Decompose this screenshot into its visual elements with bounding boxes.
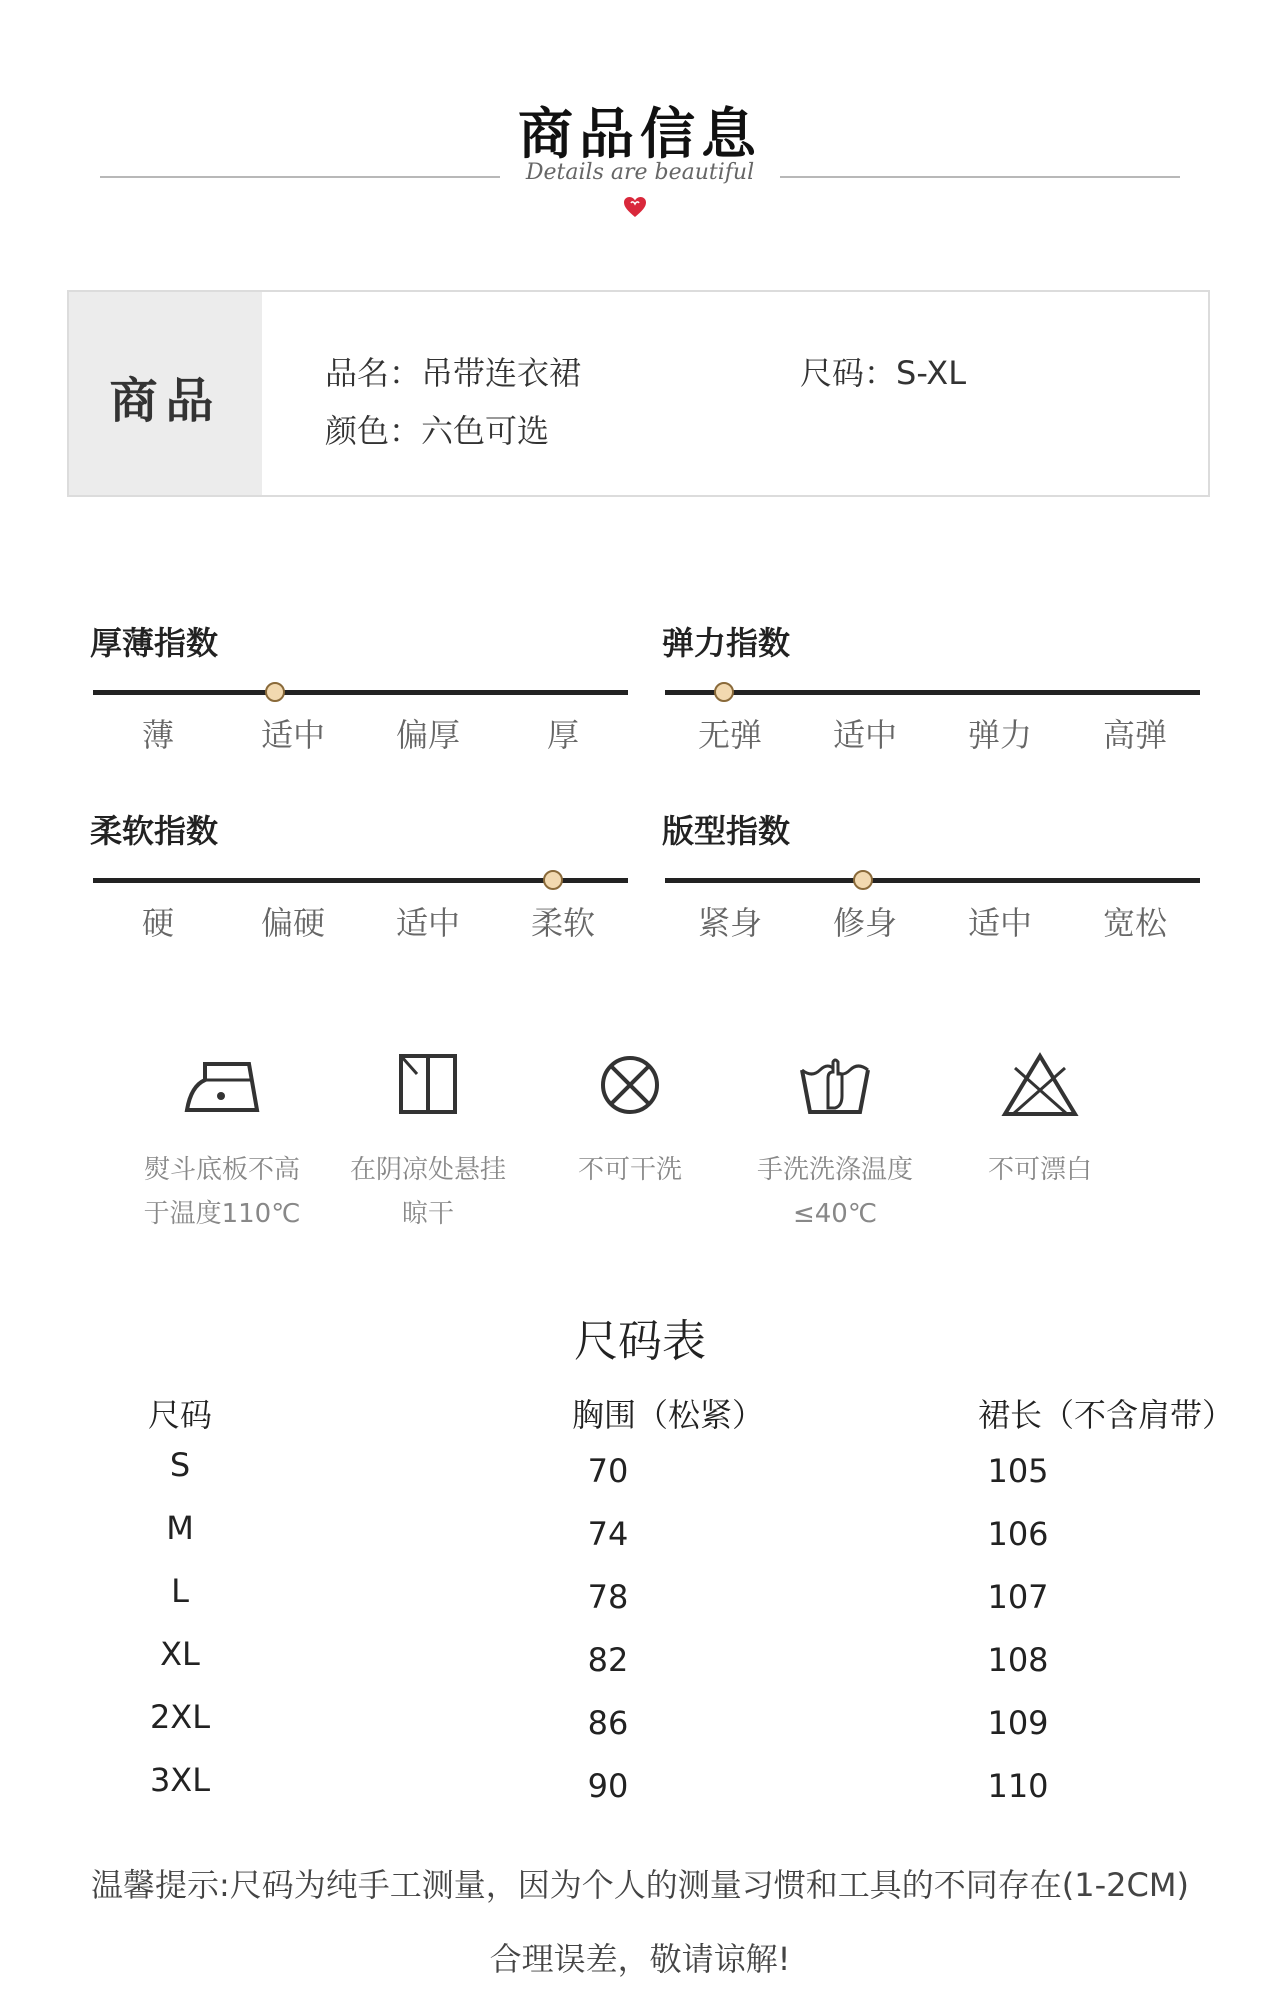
header-divider-left — [100, 176, 500, 178]
index-label: 适中 — [260, 716, 325, 754]
index-label: 无弹 — [697, 716, 762, 754]
size-table-cell: S — [169, 1446, 191, 1484]
size-table-cell: 86 — [587, 1704, 629, 1742]
index-label: 高弹 — [1102, 716, 1167, 754]
size-table-cell: 74 — [587, 1515, 629, 1553]
size-table-cell: 3XL — [149, 1761, 211, 1799]
size-table-cell: XL — [160, 1635, 200, 1673]
iron-icon — [177, 1050, 267, 1120]
index-label: 柔软 — [530, 904, 595, 942]
index-label: 宽松 — [1102, 904, 1167, 942]
product-name: 品名：吊带连衣裙 — [325, 354, 582, 392]
care-label-line1: 不可干洗 — [577, 1155, 682, 1185]
index-label: 偏厚 — [395, 716, 460, 754]
hand-wash-icon — [790, 1050, 880, 1120]
index-label: 厚 — [546, 716, 579, 754]
care-label-line1: 在阴凉处悬挂 — [349, 1155, 506, 1185]
size-table-header-size: 尺码 — [148, 1396, 213, 1434]
page-title: 商品信息 — [517, 102, 762, 166]
care-label-line1: 手洗洗涤温度 — [756, 1155, 913, 1185]
index-marker — [543, 870, 563, 890]
dry-in-shade-icon — [383, 1050, 473, 1120]
index-title: 厚薄指数 — [90, 624, 219, 662]
index-title: 版型指数 — [662, 812, 791, 850]
index-track — [665, 690, 1200, 695]
product-label: 商品 — [109, 373, 222, 429]
size-table-cell: 109 — [987, 1704, 1049, 1742]
header-divider-right — [780, 176, 1180, 178]
index-label: 适中 — [967, 904, 1032, 942]
size-table-cell: L — [171, 1572, 189, 1610]
index-title: 弹力指数 — [662, 624, 791, 662]
size-table-cell: 108 — [987, 1641, 1049, 1679]
size-table-cell: 110 — [987, 1767, 1049, 1805]
size-table-title: 尺码表 — [574, 1316, 706, 1367]
size-table-cell: 82 — [587, 1641, 629, 1679]
no-bleach-icon — [995, 1050, 1085, 1120]
index-label: 修身 — [832, 904, 897, 942]
index-marker — [714, 682, 734, 702]
heart-icon — [623, 196, 647, 218]
size-table-cell: 90 — [587, 1767, 629, 1805]
page-subtitle: Details are beautiful — [525, 160, 755, 185]
size-table-cell: M — [166, 1509, 194, 1547]
care-label-line1: 熨斗底板不高 — [143, 1155, 300, 1185]
index-label: 紧身 — [697, 904, 762, 942]
index-label: 适中 — [832, 716, 897, 754]
index-track — [93, 690, 628, 695]
care-label-line1: 不可漂白 — [987, 1155, 1092, 1185]
product-size: 尺码：S-XL — [800, 354, 967, 392]
care-label-line2: ≤40℃ — [792, 1199, 878, 1229]
size-table-cell: 2XL — [149, 1698, 211, 1736]
size-table-cell: 70 — [587, 1452, 629, 1490]
size-table-cell: 105 — [987, 1452, 1049, 1490]
index-label: 偏硬 — [260, 904, 325, 942]
size-table-cell: 106 — [987, 1515, 1049, 1553]
size-table-header-length: 裙长（不含肩带） — [978, 1396, 1235, 1434]
index-title: 柔软指数 — [90, 812, 219, 850]
index-track — [665, 878, 1200, 883]
product-color: 颜色：六色可选 — [325, 412, 550, 450]
size-table-cell: 78 — [587, 1578, 629, 1616]
index-label: 薄 — [141, 716, 174, 754]
no-dry-clean-icon — [585, 1050, 675, 1120]
care-label-line2: 晾干 — [401, 1199, 454, 1229]
size-table-header-bust: 胸围（松紧） — [572, 1396, 765, 1434]
index-label: 硬 — [141, 904, 174, 942]
index-label: 适中 — [395, 904, 460, 942]
notice-line-1: 温馨提示:尺码为纯手工测量，因为个人的测量习惯和工具的不同存在(1-2CM) — [91, 1866, 1189, 1904]
size-table-cell: 107 — [987, 1578, 1049, 1616]
index-marker — [853, 870, 873, 890]
index-marker — [265, 682, 285, 702]
index-label: 弹力 — [967, 716, 1032, 754]
notice-line-2: 合理误差，敬请谅解! — [489, 1940, 791, 1978]
care-label-line2: 于温度110℃ — [143, 1199, 301, 1229]
